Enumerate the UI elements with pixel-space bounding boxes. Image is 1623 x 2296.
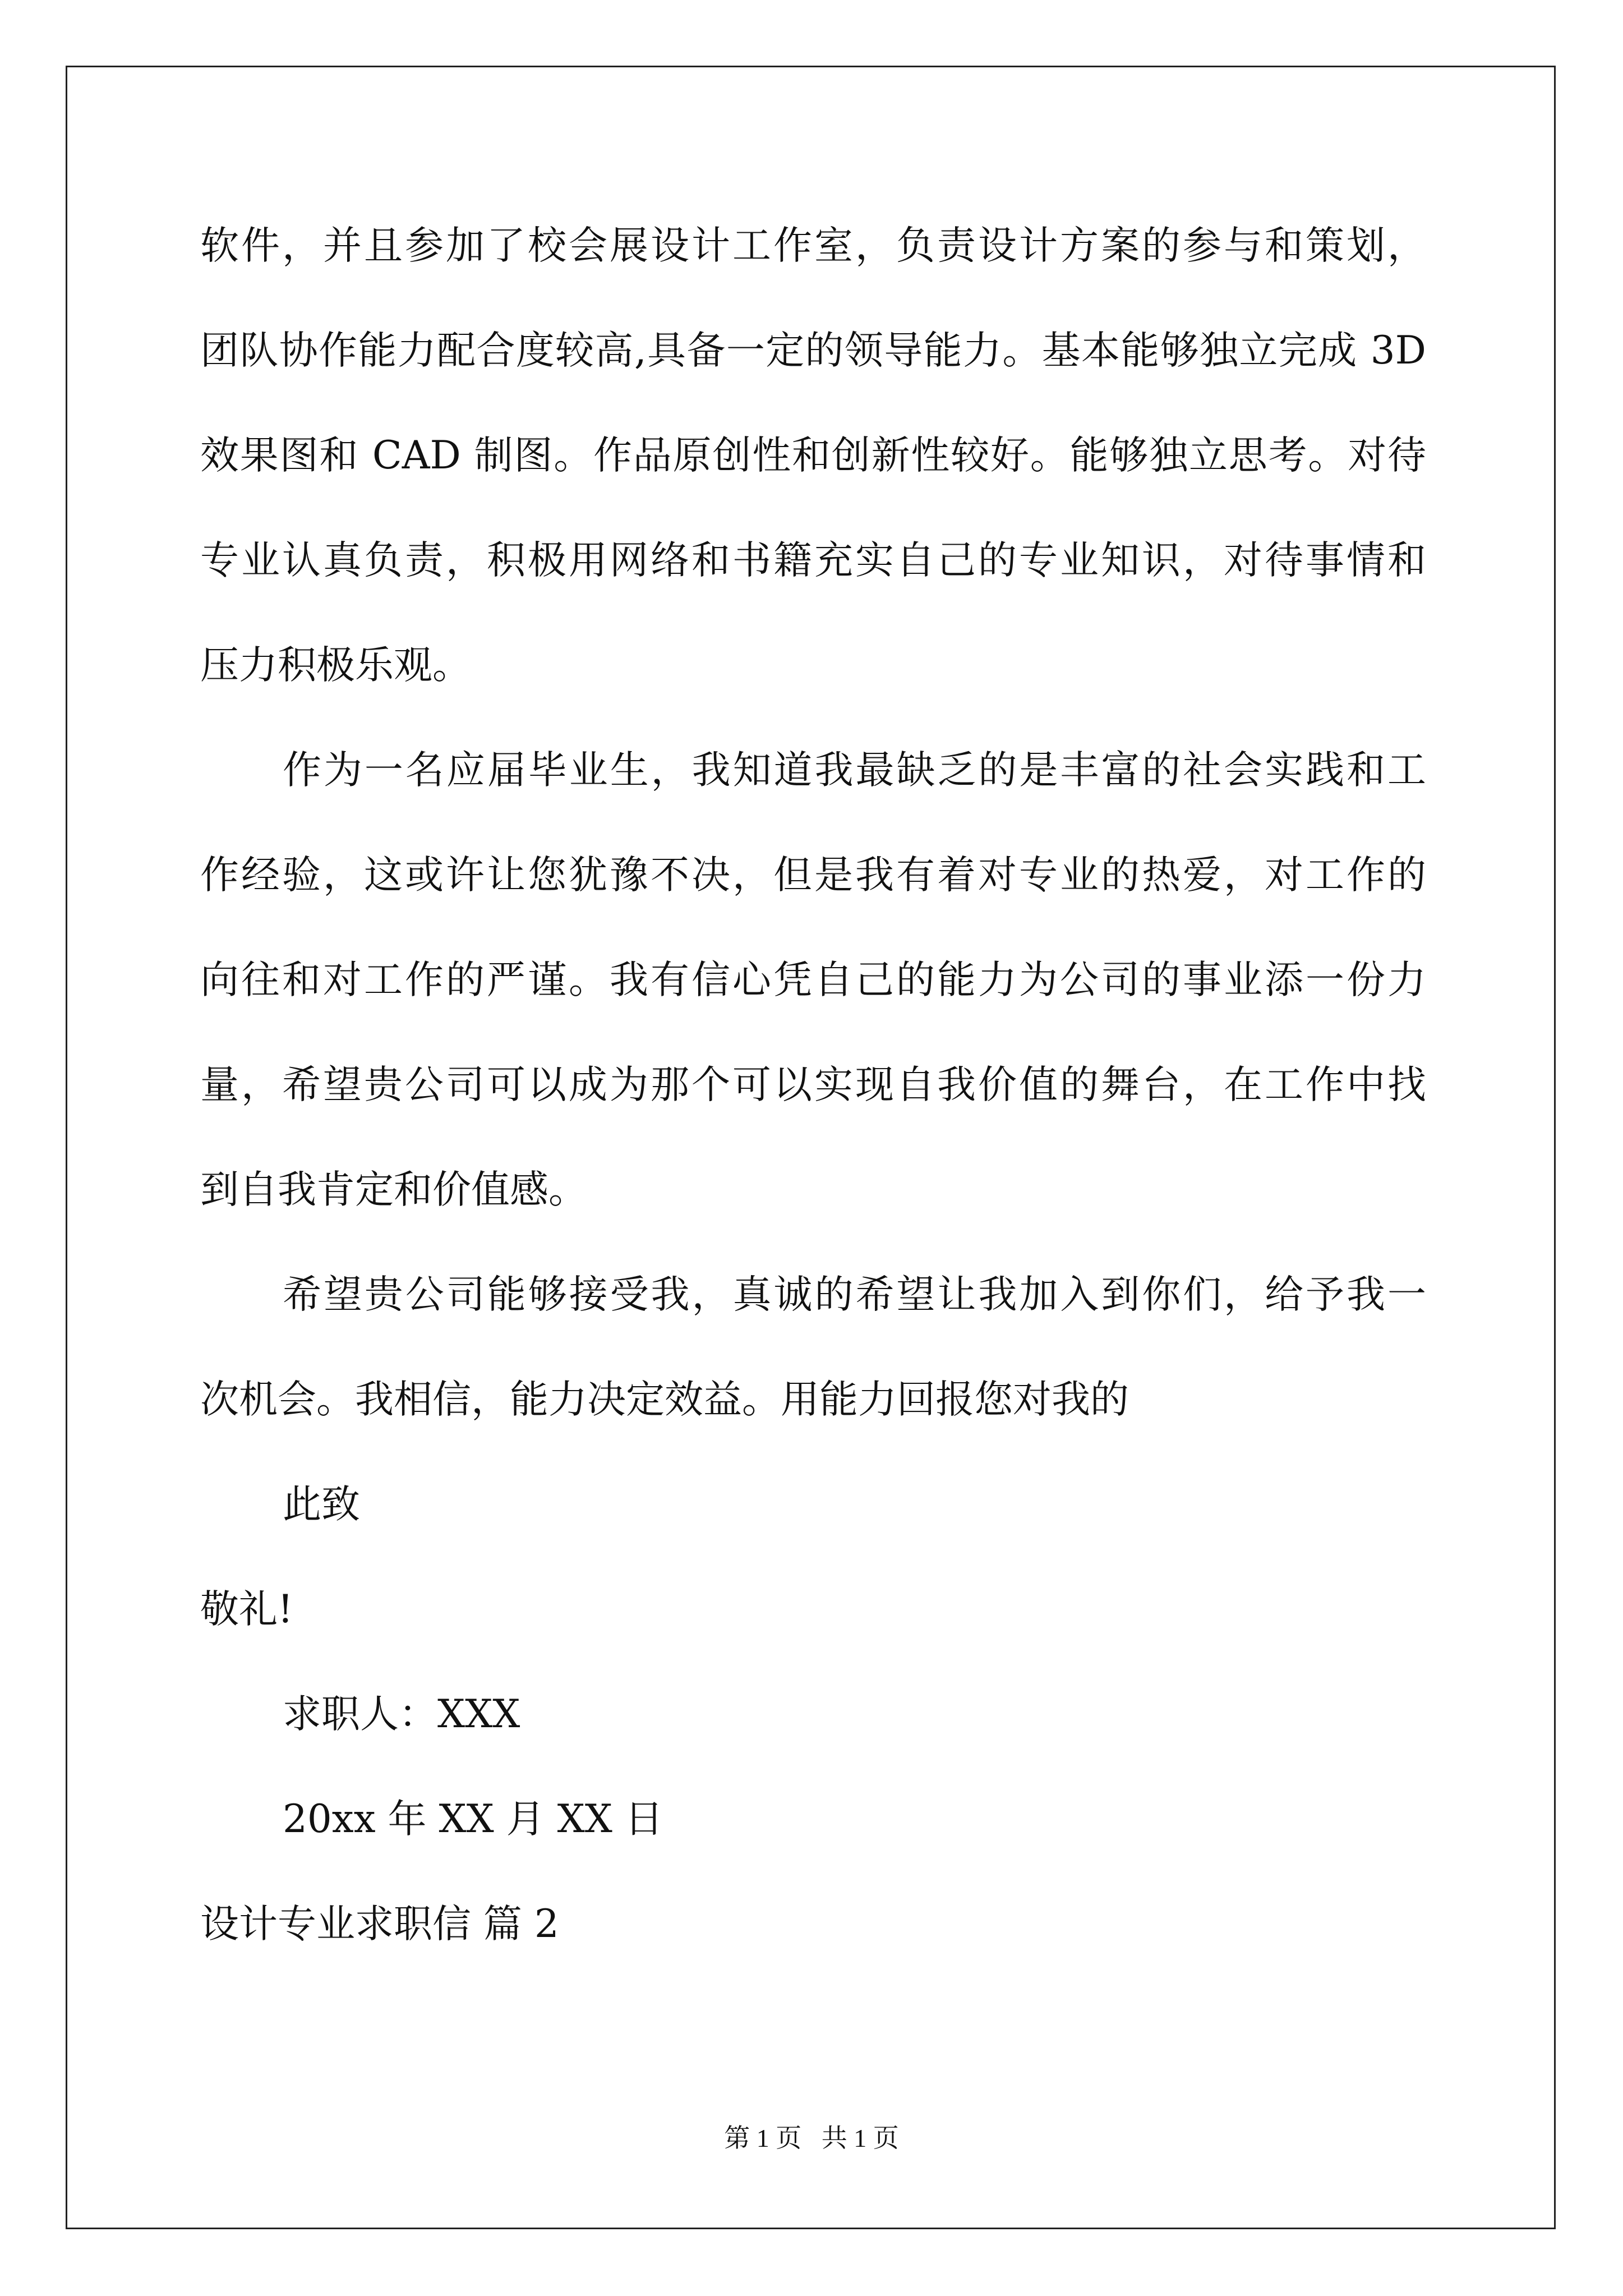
closing-regards: 敬礼! bbox=[200, 1587, 293, 1632]
body-line: 向往和对工作的严谨。我有信心凭自己的能力为公司的事业添一份力 bbox=[200, 958, 1426, 1002]
body-line: 作经验，这或许让您犹豫不决，但是我有着对专业的热爱，对工作的 bbox=[200, 853, 1426, 898]
page-footer bbox=[0, 2122, 1623, 2155]
body-line: 次机会。我相信，能力决定效益。用能力回报您对我的 bbox=[200, 1377, 1129, 1422]
page-number: 第 1 页 bbox=[724, 2124, 802, 2152]
signature-date: 20xx 年 XX 月 XX 日 bbox=[283, 1797, 663, 1842]
body-line: 团队协作能力配合度较高,具备一定的领导能力。基本能够独立完成 3D bbox=[200, 328, 1426, 373]
body-line: 作为一名应届毕业生，我知道我最缺乏的是丰富的社会实践和工 bbox=[283, 748, 1426, 793]
body-line: 希望贵公司能够接受我，真诚的希望让我加入到你们，给予我一 bbox=[283, 1272, 1426, 1317]
body-line: 专业认真负责，积极用网络和书籍充实自己的专业知识，对待事情和 bbox=[200, 538, 1426, 583]
body-line: 到自我肯定和价值感。 bbox=[200, 1167, 587, 1212]
page-total: 共 1 页 bbox=[821, 2124, 899, 2152]
section-heading: 设计专业求职信 篇 2 bbox=[200, 1902, 559, 1947]
body-line: 量，希望贵公司可以成为那个可以实现自我价值的舞台，在工作中找 bbox=[200, 1062, 1426, 1107]
letter-body bbox=[200, 212, 1426, 1995]
body-line: 压力积极乐观。 bbox=[200, 643, 471, 688]
signature-applicant: 求职人：XXX bbox=[283, 1692, 520, 1737]
body-line: 效果图和 CAD 制图。作品原创性和创新性较好。能够独立思考。对待 bbox=[200, 433, 1426, 478]
body-line: 软件，并且参加了校会展设计工作室，负责设计方案的参与和策划， bbox=[200, 223, 1426, 268]
closing-salutation: 此致 bbox=[283, 1482, 360, 1527]
